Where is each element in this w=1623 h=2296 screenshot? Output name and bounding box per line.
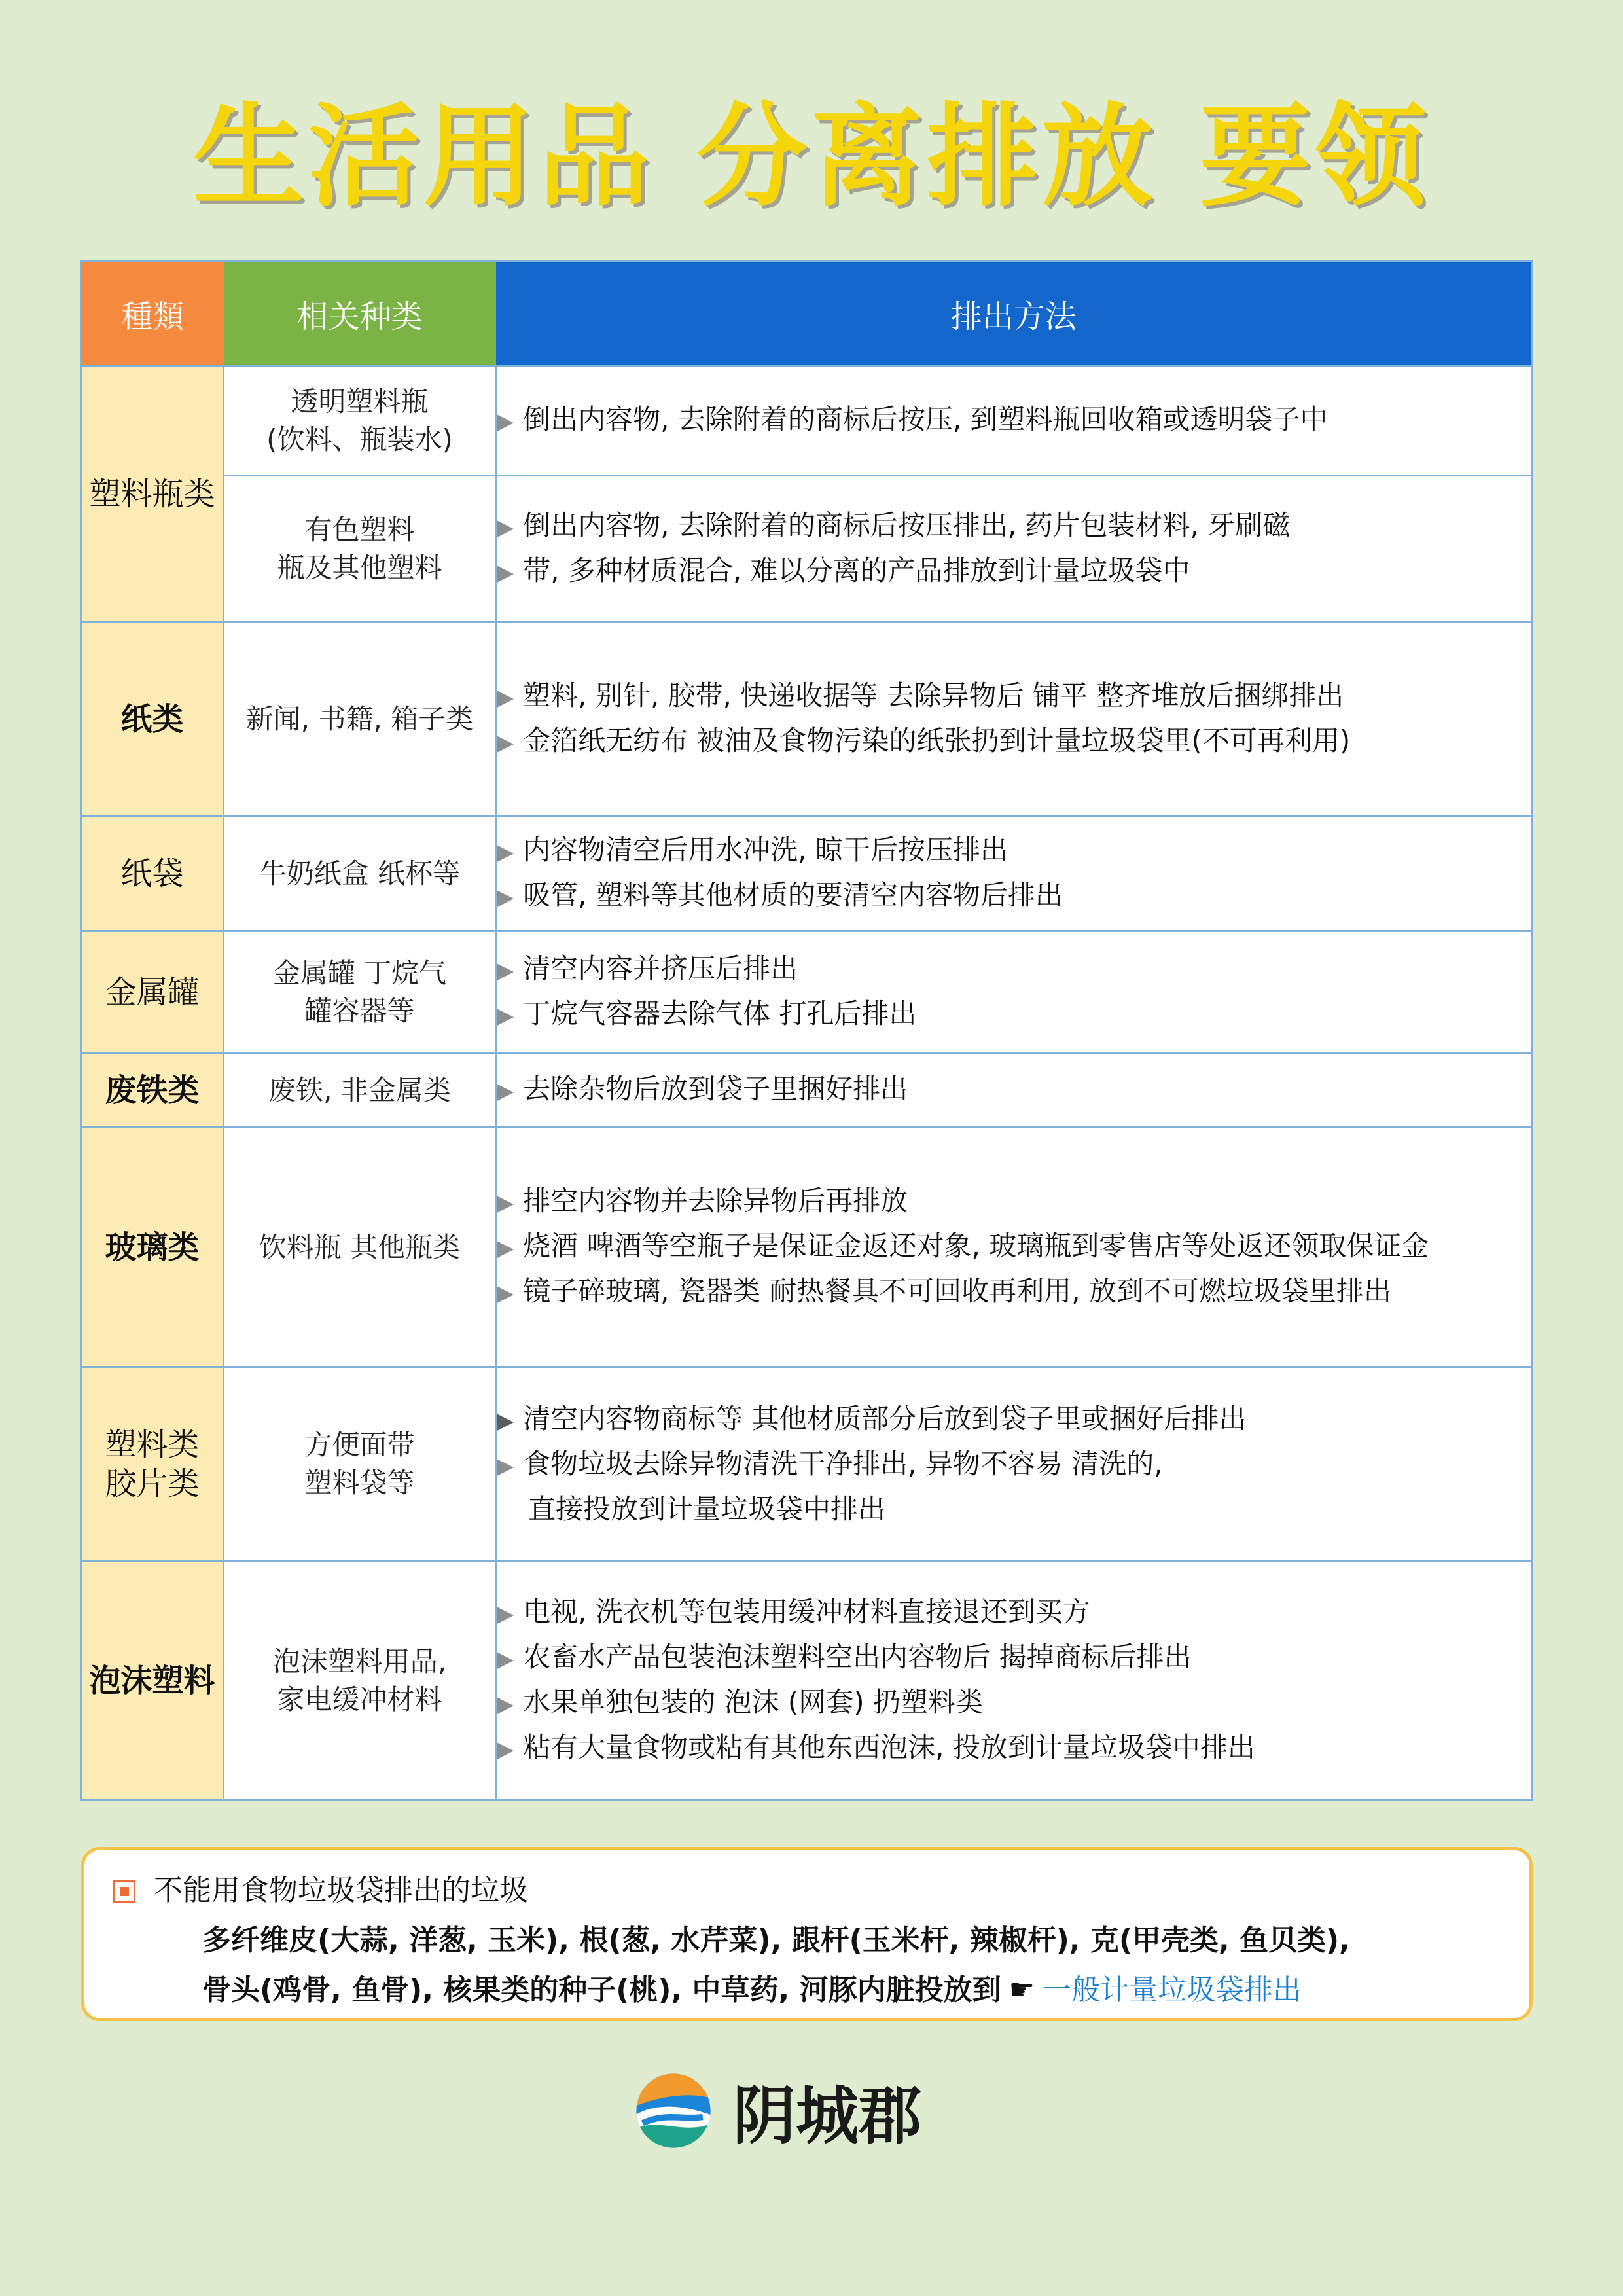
- method-item: [497, 947, 1531, 992]
- notice-line-2: [113, 1965, 1529, 2015]
- method-text: 倒出内容物, 去除附着的商标后按压排出, 药片包装材料, 牙刷磁: [523, 509, 1291, 541]
- method-text: 带, 多种材质混合, 难以分离的产品排放到计量垃圾袋中: [523, 554, 1190, 586]
- method-item: [497, 992, 1531, 1037]
- table-row: [81, 1367, 1533, 1561]
- page-title: 生活用品 分离排放 要领: [192, 92, 1431, 222]
- triangle-right-icon: ▶: [497, 408, 514, 435]
- table-row: [81, 1053, 1533, 1128]
- table-row: [81, 366, 1533, 476]
- method-text: 烧酒 啤酒等空瓶子是保证金返还对象, 玻璃瓶到零售店等处返还领取保证金: [523, 1230, 1429, 1262]
- table-row: [81, 931, 1533, 1053]
- kind-line: 牛奶纸盒 纸杯等: [259, 857, 461, 889]
- method-item: [497, 1067, 1531, 1113]
- method-text: 排空内容物并去除异物后再排放: [523, 1185, 908, 1217]
- kind-cell: [224, 1561, 496, 1801]
- method-cell: [496, 1053, 1533, 1128]
- kind-cell: [224, 816, 496, 931]
- method-item: [497, 1636, 1531, 1681]
- method-text: 电视, 洗衣机等包装用缓冲材料直接退还到买方: [523, 1595, 1090, 1628]
- kind-line: 家电缓冲材料: [277, 1683, 442, 1715]
- category-cell: 金属罐: [81, 931, 224, 1053]
- triangle-right-icon: ▶: [497, 1691, 514, 1717]
- kind-line: 罐容器等: [304, 994, 415, 1027]
- method-item: [497, 1488, 1531, 1531]
- triangle-right-icon: ▶: [497, 1600, 514, 1627]
- kind-cell: [224, 1367, 496, 1561]
- method-text: 农畜水产品包装泡沫塑料空出内容物后 揭掉商标后排出: [523, 1640, 1192, 1673]
- method-item: [497, 719, 1531, 764]
- method-text: 吸管, 塑料等其他材质的要清空内容物后排出: [523, 878, 1063, 911]
- method-text: 丁烷气容器去除气体 打孔后排出: [523, 997, 917, 1030]
- kind-line: 饮料瓶 其他瓶类: [259, 1230, 461, 1263]
- kind-cell: [224, 622, 496, 816]
- kind-line: 瓶及其他塑料: [277, 551, 442, 584]
- pointing-hand-icon: ☛: [1008, 1973, 1035, 2007]
- method-text: 粘有大量食物或粘有其他东西泡沫, 投放到计量垃圾袋中排出: [523, 1731, 1255, 1763]
- method-cell: [496, 931, 1533, 1053]
- method-item: [497, 829, 1531, 874]
- triangle-right-icon: ▶: [497, 1645, 514, 1672]
- kind-cell: [224, 1128, 496, 1367]
- kind-line: 塑料袋等: [304, 1466, 415, 1499]
- method-text: 水果单独包装的 泡沫 (网套) 扔塑料类: [523, 1685, 983, 1718]
- method-item: [497, 1179, 1531, 1225]
- kind-line: 有色塑料: [304, 513, 415, 546]
- method-text: 清空内容并挤压后排出: [523, 952, 798, 984]
- notice-text: 骨头(鸡骨, 鱼骨), 核果类的种子(桃), 中草药, 河豚内脏投放到: [202, 1973, 1001, 2007]
- method-item: [497, 674, 1531, 719]
- method-cell: [496, 622, 1533, 816]
- table-row: [81, 1561, 1533, 1801]
- triangle-right-icon: ▶: [497, 1078, 514, 1104]
- table-row: [81, 816, 1533, 931]
- category-line: 胶片类: [105, 1465, 200, 1502]
- method-item: [497, 1270, 1531, 1315]
- method-item: [497, 1590, 1531, 1636]
- notice-link[interactable]: 一般计量垃圾袋排出: [1043, 1973, 1302, 2007]
- method-cell: [496, 366, 1533, 476]
- category-cell: 废铁类: [81, 1053, 224, 1128]
- category-cell: 玻璃类: [81, 1128, 224, 1367]
- method-text: 食物垃圾去除异物清洗干净排出, 异物不容易 清洗的,: [523, 1447, 1163, 1480]
- kind-cell: [224, 476, 496, 622]
- triangle-right-icon: ▶: [497, 1407, 514, 1434]
- notice-title: 不能用食物垃圾袋排出的垃圾: [154, 1874, 528, 1907]
- method-item: [497, 398, 1531, 443]
- method-cell: [496, 476, 1533, 622]
- kind-line: 新闻, 书籍, 箱子类: [245, 702, 474, 735]
- category-cell: 塑料瓶类: [81, 366, 224, 622]
- triangle-right-icon: ▶: [497, 1235, 514, 1261]
- brand-name: 阴城郡: [733, 2079, 921, 2153]
- method-item: [497, 1443, 1531, 1488]
- square-bullet-icon: [113, 1880, 135, 1903]
- triangle-right-icon: ▶: [497, 884, 514, 910]
- table-header: [81, 262, 1533, 366]
- method-item: [497, 1681, 1531, 1726]
- kind-cell: [224, 931, 496, 1053]
- method-item: [497, 504, 1531, 549]
- triangle-right-icon: ▶: [497, 838, 514, 865]
- triangle-right-icon: ▶: [497, 684, 514, 711]
- triangle-right-icon: ▶: [497, 729, 514, 756]
- triangle-right-icon: ▶: [497, 1280, 514, 1306]
- county-logo-icon: [635, 2072, 712, 2149]
- kind-line: 方便面带: [304, 1428, 415, 1461]
- notice-box: [81, 1847, 1533, 2021]
- sorting-table: [80, 260, 1533, 1801]
- triangle-right-icon: ▶: [497, 957, 514, 984]
- method-cell: [496, 1561, 1533, 1801]
- kind-line: 金属罐 丁烷气: [272, 956, 447, 989]
- method-text: 内容物清空后用水冲洗, 晾干后按压排出: [523, 833, 1008, 866]
- method-item: [497, 1726, 1531, 1771]
- method-item: [497, 1225, 1531, 1270]
- method-text: 倒出内容物, 去除附着的商标后按压, 到塑料瓶回收箱或透明袋子中: [523, 403, 1328, 435]
- triangle-right-icon: ▶: [497, 559, 514, 586]
- footer: [635, 2068, 921, 2153]
- triangle-right-icon: ▶: [497, 1452, 514, 1479]
- method-cell: [496, 816, 1533, 931]
- table-row: [81, 1128, 1533, 1367]
- table-row: [81, 622, 1533, 816]
- kind-line: (饮料、瓶装水): [266, 423, 453, 456]
- notice-title-row: [113, 1866, 1529, 1916]
- header-type: 種類: [81, 262, 224, 366]
- triangle-right-icon: ▶: [497, 514, 514, 541]
- kind-cell: [224, 366, 496, 476]
- triangle-right-icon: ▶: [497, 1002, 514, 1029]
- triangle-right-icon: ▶: [497, 1190, 514, 1216]
- table-row: [81, 476, 1533, 622]
- method-text: 直接投放到计量垃圾袋中排出: [528, 1492, 886, 1525]
- header-kind: 相关种类: [224, 262, 496, 366]
- method-item: [497, 549, 1531, 594]
- method-text: 清空内容物商标等 其他材质部分后放到袋子里或捆好后排出: [523, 1402, 1247, 1435]
- method-cell: [496, 1367, 1533, 1561]
- method-text: 塑料, 别针, 胶带, 快递收据等 去除异物后 铺平 整齐堆放后捆绑排出: [523, 679, 1344, 711]
- method-item: [497, 1397, 1531, 1443]
- method-text: 金箔纸无纺布 被油及食物污染的纸张扔到计量垃圾袋里(不可再利用): [523, 724, 1351, 757]
- method-text: 镜子碎玻璃, 瓷器类 耐热餐具不可回收再利用, 放到不可燃垃圾袋里排出: [523, 1275, 1391, 1307]
- category-cell: 纸袋: [81, 816, 224, 931]
- category-cell: 纸类: [81, 622, 224, 816]
- method-item: [497, 874, 1531, 919]
- kind-line: 废铁, 非金属类: [268, 1073, 451, 1106]
- kind-line: 透明塑料瓶: [291, 385, 429, 418]
- header-method: 排出方法: [496, 262, 1533, 366]
- method-text: 去除杂物后放到袋子里捆好排出: [523, 1073, 908, 1105]
- notice-line: 多纤维皮(大蒜, 洋葱, 玉米), 根(葱, 水芹菜), 跟杆(玉米杆, 辣椒杆), 克(甲壳类, 鱼贝类),: [202, 1924, 1350, 1957]
- category-cell: [81, 1367, 224, 1561]
- kind-cell: [224, 1053, 496, 1128]
- category-line: 塑料类: [105, 1426, 200, 1463]
- kind-line: 泡沫塑料用品,: [272, 1645, 447, 1677]
- method-cell: [496, 1128, 1533, 1367]
- category-cell: 泡沫塑料: [81, 1561, 224, 1801]
- triangle-right-icon: ▶: [497, 1736, 514, 1763]
